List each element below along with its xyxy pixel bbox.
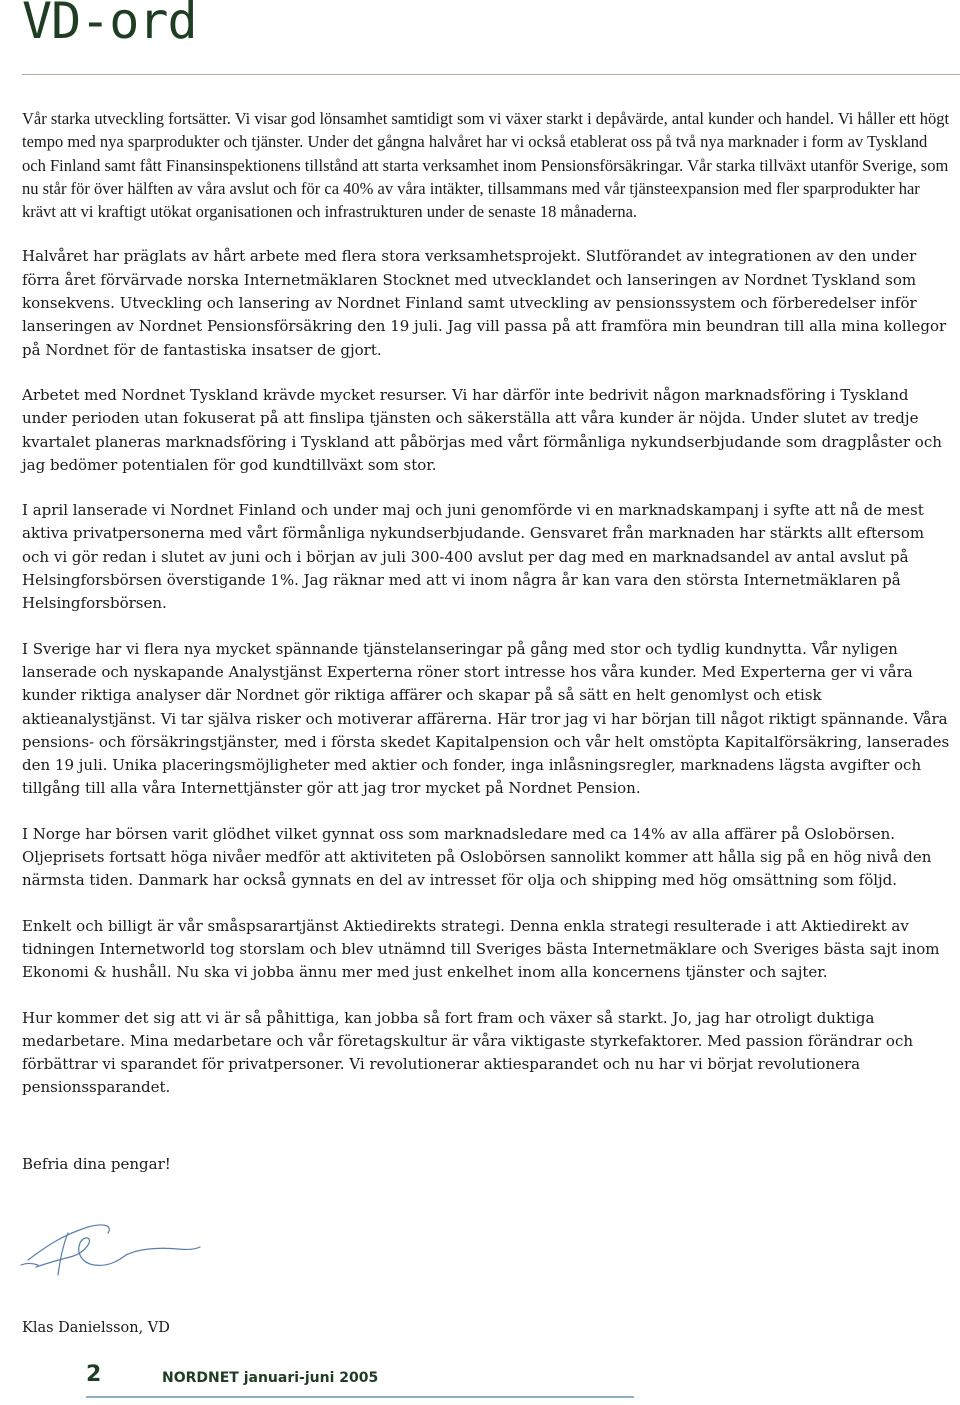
- publication-title: NORDNET januari-juni 2005: [162, 1370, 379, 1386]
- paragraph-1c: Vår starka tillväxt utanför Sverige, som nu står för över hälften av våra avslut och för ca 40% av våra intäkter, tillsammans med vår tjänsteexpansion med fler sparprodukter har krävt att vi kraftigt utökat organisationen och infrastrukturen under de senaste 18 månaderna.: [22, 155, 949, 222]
- paragraph-1a: Vår starka utveckling fortsätter. Vi visar god lönsamhet samtidigt som vi växer starkt i depåvärde, antal kunder och handel. Vi håller ett högt tempo med nya sparprodukter och tjänster.: [22, 109, 950, 152]
- paragraph-3: Arbetet med Nordnet Tyskland krävde mycket resurser. Vi har därför inte bedrivit någon marknadsföring i Tyskland under perioden utan fokuserat på att finslipa tjänsten och säkerställa att våra kunder är nöjda. Under slutet av tredje kvartalet planeras marknadsföring i Tyskland att påbörjas med vårt förmånliga nykundserbjudande som dragplåster och jag bedömer potentialen för god kundtillväxt som stor.: [22, 385, 942, 474]
- letter-body: [22, 107, 952, 1122]
- page-title: VD-ord: [22, 0, 197, 50]
- paragraph-1b: Under det gångna halvåret har vi också etablerat oss på två nya marknader i form av Tyskland och Finland samt fått Finansinspektionens tillstånd att starta verksamhet inom Pensionsförsäkringar.: [22, 132, 928, 175]
- paragraph-5: I Sverige har vi flera nya mycket spännande tjänstelanseringar på gång med stor och tydlig kundnytta. Vår nyligen lanserade och nyskapande Analystjänst Experterna röner stort intresse hos våra kunder. Med Experterna ger vi våra kunder riktiga analyser där Nordnet gör riktiga affärer och skapar på så sätt en helt genomlyst och etisk aktieanalystjänst. Vi tar själva risker och motiverar affärerna. Här tror jag vi har början till något riktigt spännande. Våra pensions- och försäkringstjänster, med i första skedet Kapitalpension och vår helt omstöpta Kapitalförsäkring, lanserades den 19 juli. Unika placeringsmöjligheter med aktier och fonder, inga inlåsningsregler, marknadens lägsta avgifter och tillgång till alla våra Internettjänster gör att jag tror mycket på Nordnet Pension.: [22, 639, 950, 798]
- paragraph-8: Hur kommer det sig att vi är så påhittiga, kan jobba så fort fram och växer så starkt. Jo, jag har otroligt duktiga medarbetare. Mina medarbetare och vår företagskultur är våra viktigaste styrkefaktorer. Med passion förändrar och förbättrar vi sparandet för privatpersoner. Vi revolutionerar aktiesparandet och nu har vi börjat revolutionera pensionssparandet.: [22, 1008, 914, 1097]
- paragraph-1: [22, 107, 952, 223]
- footer-divider: [86, 1396, 634, 1398]
- signer-name: Klas Danielsson, VD: [22, 1320, 170, 1336]
- page-number: 2: [86, 1362, 102, 1387]
- paragraph-4: I april lanserade vi Nordnet Finland och under maj och juni genomförde vi en marknadskampanj i syfte att nå de mest aktiva privatpersonerna med vårt förmånliga nykundserbjudande. Gensvaret från marknaden har stärkts allt eftersom och vi gör redan i slutet av juni och i början av juli 300-400 avslut per dag med en marknadsandel av antal avslut på Helsingforsbörsen överstigande 1%. Jag räknar med att vi inom några år kan vara den största Internetmäklaren på Helsingforsbörsen.: [22, 501, 925, 613]
- header-divider: [22, 74, 960, 75]
- paragraph-2: Halvåret har präglats av hårt arbete med flera stora verksamhetsprojekt. Slutförandet av integrationen av den under förra året förvärvade norska Internetmäklaren Stocknet med utvecklandet och lanseringen av Nordnet Tyskland som konsekvens. Utveckling och lansering av Nordnet Finland samt utveckling av pensionssystem och förberedelser inför lanseringen av Nordnet Pensionsförsäkring den 19 juli. Jag vill passa på att framföra min beundran till alla mina kollegor på Nordnet för de fantastiska insatser de gjort.: [22, 247, 947, 359]
- paragraph-7: Enkelt och billigt är vår småspsarartjänst Aktiedirekts strategi. Denna enkla strategi resulterade i att Aktiedirekt av tidningen Internetworld tog storslam och blev utnämnd till Sveriges bästa Internetmäklare och Sveriges bästa sajt inom Ekonomi & hushåll. Nu ska vi jobba ännu mer med just enkelhet inom alla koncernens tjänster och sajter.: [22, 916, 940, 982]
- paragraph-6: I Norge har börsen varit glödhet vilket gynnat oss som marknadsledare med ca 14% av alla affärer på Oslobörsen. Oljeprisets fortsatt höga nivåer medför att aktiviteten på Oslobörsen sannolikt kommer att hålla sig på en hög nivå den närmsta tiden. Danmark har också gynnats en del av intresset för olja och shipping med hög omsättning som följd.: [22, 824, 932, 890]
- signature-icon: [18, 1205, 208, 1295]
- signoff: Befria dina pengar!: [22, 1155, 171, 1173]
